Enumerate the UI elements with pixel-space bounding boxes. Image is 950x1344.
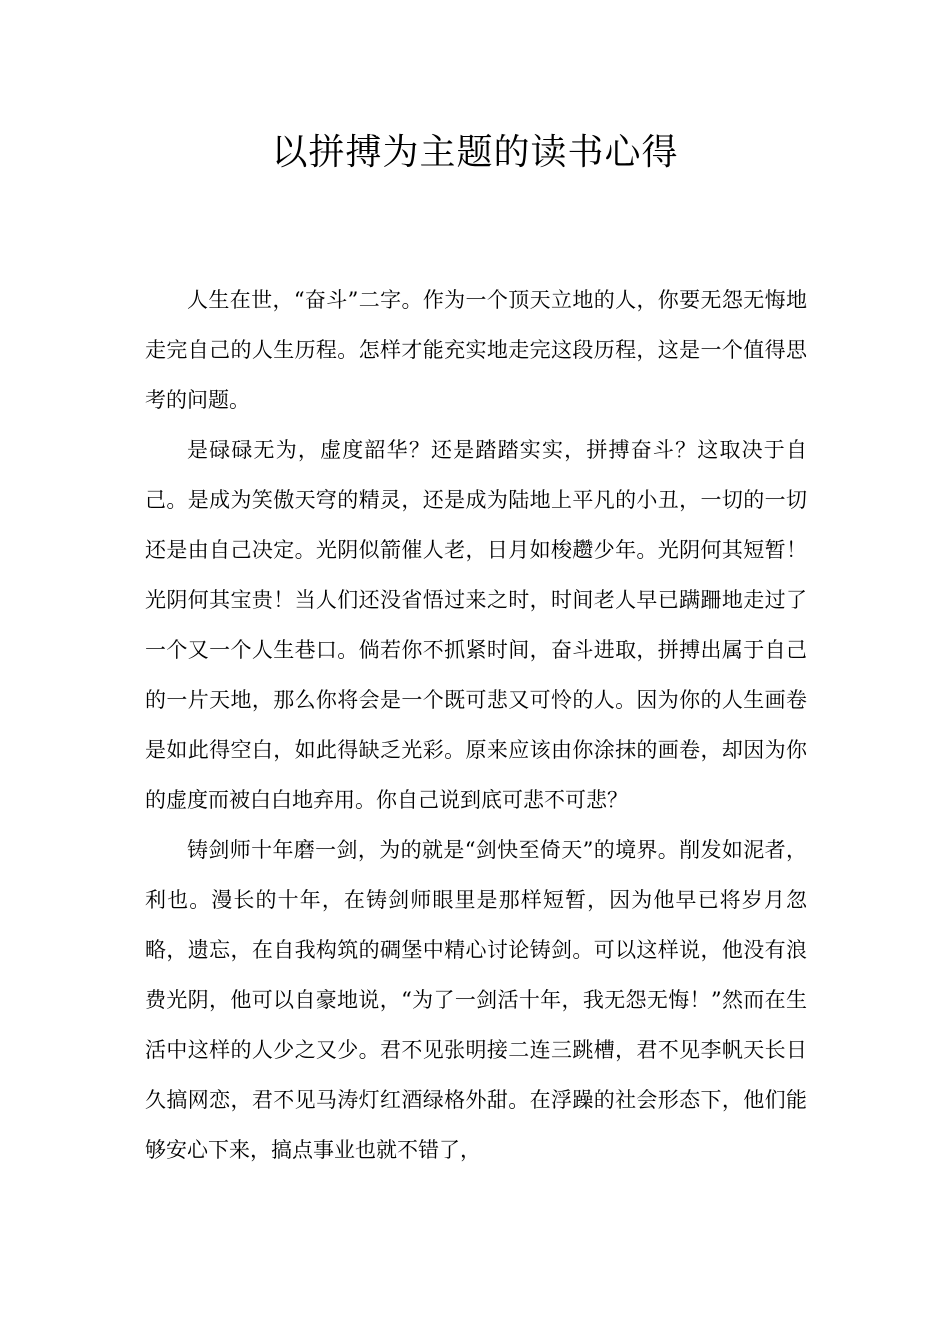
document-body: [145, 275, 807, 1175]
paragraph-2: 是碌碌无为，虚度韶华？还是踏踏实实，拼搏奋斗？这取决于自己。是成为笑傲天穹的精灵，还是成为陆地上平凡的小丑，一切的一切还是由自己决定。光阴似箭催人老，日月如梭趱少年。光阴何其短暂！光阴何其宝贵！当人们还没省悟过来之时，时间老人早已蹒跚地走过了一个又一个人生巷口。倘若你不抓紧时间，奋斗进取，拼搏出属于自己的一片天地，那么你将会是一个既可悲又可怜的人。因为你的人生画卷是如此得空白，如此得缺乏光彩。原来应该由你涂抹的画卷，却因为你的虚度而被白白地弃用。你自己说到底可悲不可悲？: [145, 438, 807, 812]
paragraph-1: 人生在世，“奋斗”二字。作为一个顶天立地的人，你要无怨无悔地走完自己的人生历程。怎样才能充实地走完这段历程，这是一个值得思考的问题。: [145, 288, 807, 412]
paragraph-3: 铸剑师十年磨一剑，为的就是“剑快至倚天”的境界。削发如泥者，利也。漫长的十年，在铸剑师眼里是那样短暂，因为他早已将岁月忽略，遗忘，在自我构筑的碉堡中精心讨论铸剑。可以这样说，他没有浪费光阴，他可以自豪地说，“为了一剑活十年，我无怨无悔！”然而在生活中这样的人少之又少。君不见张明接二连三跳槽，君不见李帆天长日久搞网恋，君不见马涛灯红酒绿格外甜。在浮躁的社会形态下，他们能够安心下来，搞点事业也就不错了，: [145, 838, 807, 1162]
document-title: 以拼搏为主题的读书心得: [271, 132, 679, 173]
